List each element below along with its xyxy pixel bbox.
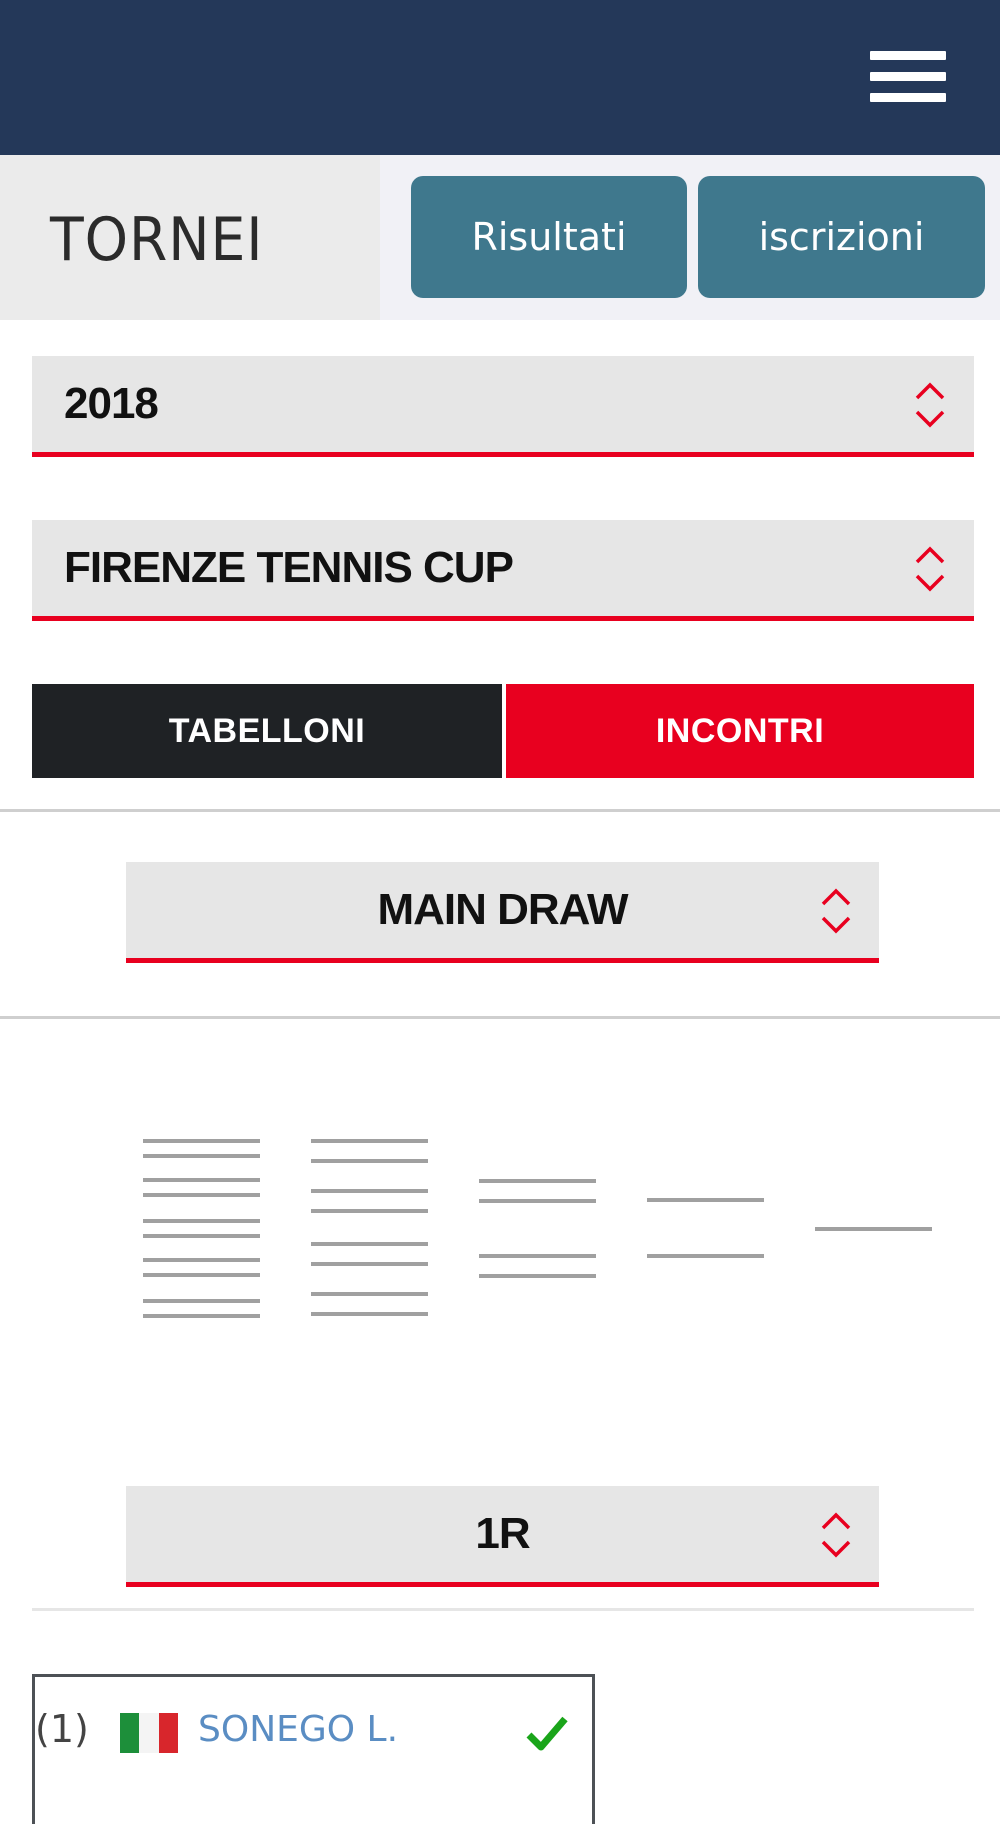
italy-flag-icon bbox=[120, 1713, 178, 1753]
player-name-link[interactable]: SONEGO L. bbox=[198, 1709, 399, 1750]
select-arrows-icon bbox=[820, 1508, 852, 1562]
draw-select[interactable] bbox=[126, 862, 879, 963]
tournament-select[interactable] bbox=[32, 520, 974, 621]
section-title-box bbox=[0, 155, 380, 320]
divider bbox=[0, 1016, 1000, 1019]
select-arrows-icon bbox=[914, 378, 946, 432]
divider bbox=[32, 1608, 974, 1611]
player-seed: (1) bbox=[35, 1707, 89, 1751]
checkmark-icon bbox=[525, 1713, 569, 1753]
hamburger-menu-icon[interactable] bbox=[870, 50, 946, 104]
year-select-value: 2018 bbox=[64, 379, 158, 428]
year-select[interactable] bbox=[32, 356, 974, 457]
page-title: TORNEI bbox=[50, 205, 264, 275]
tab-tabelloni[interactable]: TABELLONI bbox=[32, 684, 502, 778]
select-arrows-icon bbox=[914, 542, 946, 596]
iscrizioni-button[interactable]: iscrizioni bbox=[698, 176, 985, 298]
top-navigation-bar bbox=[0, 0, 1000, 155]
tab-incontri[interactable]: INCONTRI bbox=[506, 684, 974, 778]
draw-select-value: MAIN DRAW bbox=[377, 885, 628, 934]
select-arrows-icon bbox=[820, 884, 852, 938]
divider bbox=[0, 809, 1000, 812]
risultati-button[interactable]: Risultati bbox=[411, 176, 687, 298]
match-card[interactable] bbox=[32, 1674, 595, 1824]
section-header bbox=[0, 155, 1000, 320]
round-select[interactable] bbox=[126, 1486, 879, 1587]
tournament-select-value: FIRENZE TENNIS CUP bbox=[64, 543, 513, 592]
round-select-value: 1R bbox=[475, 1509, 530, 1558]
bracket-diagram-icon[interactable] bbox=[0, 1130, 1000, 1330]
